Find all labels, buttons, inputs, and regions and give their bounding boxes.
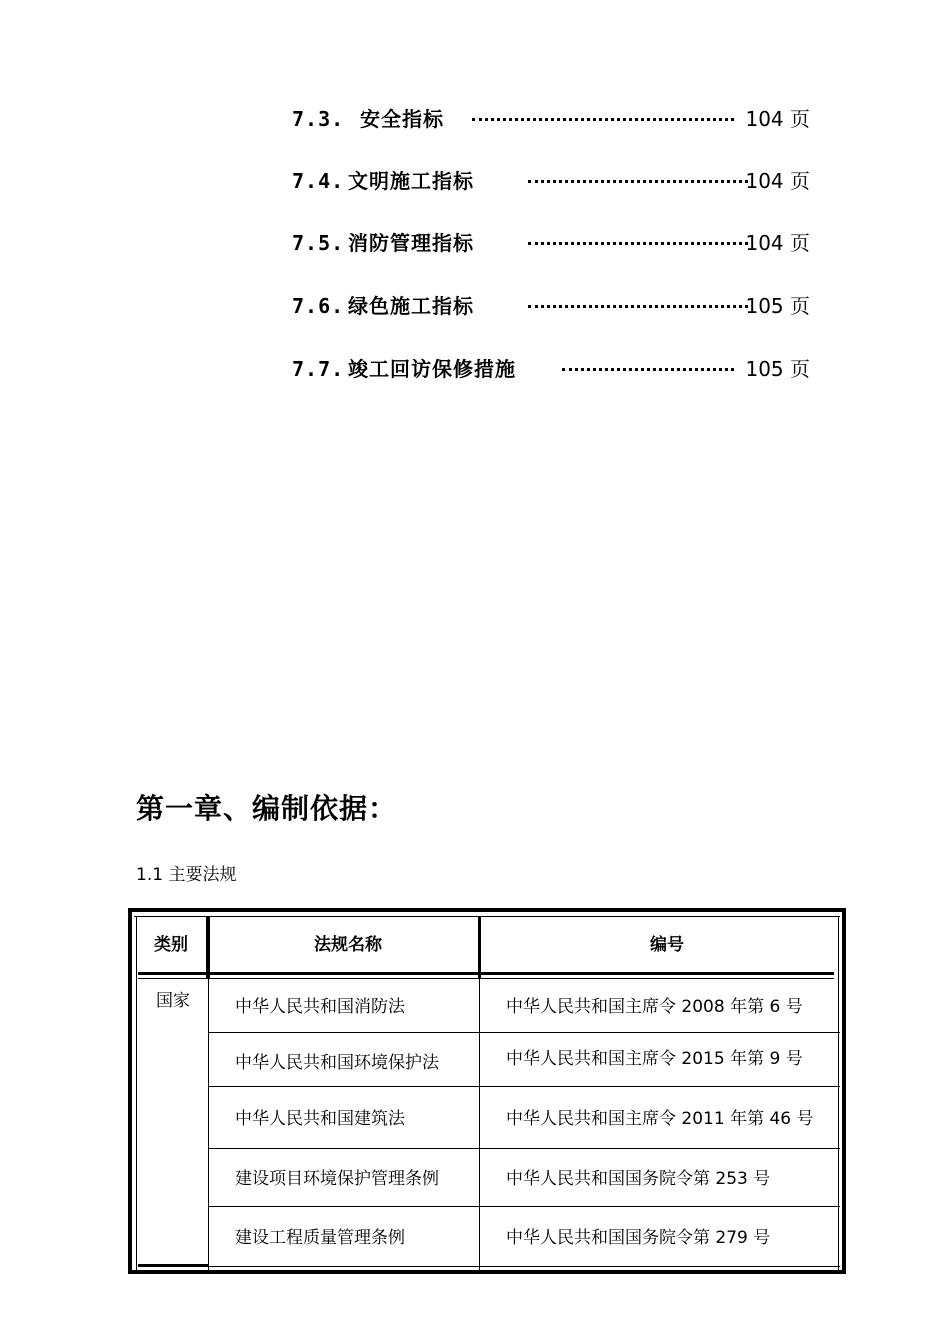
header-code: 编号 <box>650 935 684 955</box>
header-name: 法规名称 <box>314 935 382 955</box>
table-border-right-inner <box>838 916 839 1272</box>
table-border-top <box>128 908 846 912</box>
toc-entry[interactable] <box>292 166 810 196</box>
table-border-right <box>842 908 846 1274</box>
toc-leader-dots <box>562 368 734 371</box>
name-col-divider <box>479 979 480 1271</box>
toc-entry-number: 7.4. <box>292 169 345 193</box>
toc-entry-title: 文明施工指标 <box>348 169 474 193</box>
section-title: 1.1 主要法规 <box>136 865 237 885</box>
category-cell: 国家 <box>156 991 190 1011</box>
toc-leader-dots <box>528 305 748 308</box>
toc-entry-title: 绿色施工指标 <box>348 294 474 318</box>
toc-leader-dots <box>472 118 734 121</box>
category-col-divider <box>208 979 209 1271</box>
chapter-title: 第一章、编制依据： <box>136 792 398 825</box>
regulation-name: 建设项目环境保护管理条例 <box>235 1169 439 1189</box>
regulation-code: 中华人民共和国主席令 2011 年第 46 号 <box>506 1109 814 1129</box>
toc-entry-page: 105 页 <box>745 357 810 381</box>
regulation-name: 中华人民共和国环境保护法 <box>235 1053 439 1073</box>
toc-entry[interactable] <box>292 291 810 321</box>
regulations-table <box>128 908 846 1274</box>
header-col-divider <box>478 916 481 978</box>
header-rule-thin <box>138 978 834 979</box>
row-divider <box>208 1086 840 1087</box>
category-bottom-rule <box>138 1264 208 1267</box>
table-border-left-inner <box>136 916 137 1272</box>
regulation-code: 中华人民共和国主席令 2008 年第 6 号 <box>506 997 803 1017</box>
header-category: 类别 <box>154 935 188 955</box>
toc-entry[interactable] <box>292 104 810 134</box>
toc-leader-dots <box>528 180 748 183</box>
regulation-name: 建设工程质量管理条例 <box>235 1228 405 1248</box>
table-border-left <box>128 908 132 1274</box>
toc-entry-number: 7.5. <box>292 231 345 255</box>
toc-entry-title: 消防管理指标 <box>348 231 474 255</box>
toc-entry-title: 安全指标 <box>360 107 444 131</box>
regulation-code: 中华人民共和国国务院令第 279 号 <box>506 1228 771 1248</box>
toc-entry-page: 105 页 <box>745 294 810 318</box>
row-divider <box>208 1206 840 1207</box>
toc-entry-number: 7.3. <box>292 107 345 131</box>
row-divider <box>208 1032 840 1033</box>
table-border-top-inner <box>134 916 840 917</box>
header-rule-thick <box>138 972 834 975</box>
regulation-name: 中华人民共和国消防法 <box>235 997 405 1017</box>
toc-entry[interactable] <box>292 354 810 384</box>
regulation-name: 中华人民共和国建筑法 <box>235 1109 405 1129</box>
toc-entry-page: 104 页 <box>745 169 810 193</box>
toc-entry-number: 7.6. <box>292 294 345 318</box>
toc-entry-page: 104 页 <box>745 107 810 131</box>
toc-leader-dots <box>528 242 748 245</box>
row-divider <box>208 1266 840 1267</box>
row-divider <box>208 1148 840 1149</box>
regulation-code: 中华人民共和国国务院令第 253 号 <box>506 1169 771 1189</box>
toc-entry-page: 104 页 <box>745 231 810 255</box>
toc-entry-number: 7.7. <box>292 357 345 381</box>
header-col-divider <box>206 916 210 978</box>
toc-entry-title: 竣工回访保修措施 <box>348 357 516 381</box>
toc-entry[interactable] <box>292 228 810 258</box>
table-border-bottom <box>128 1270 846 1274</box>
regulation-code: 中华人民共和国主席令 2015 年第 9 号 <box>506 1049 803 1069</box>
